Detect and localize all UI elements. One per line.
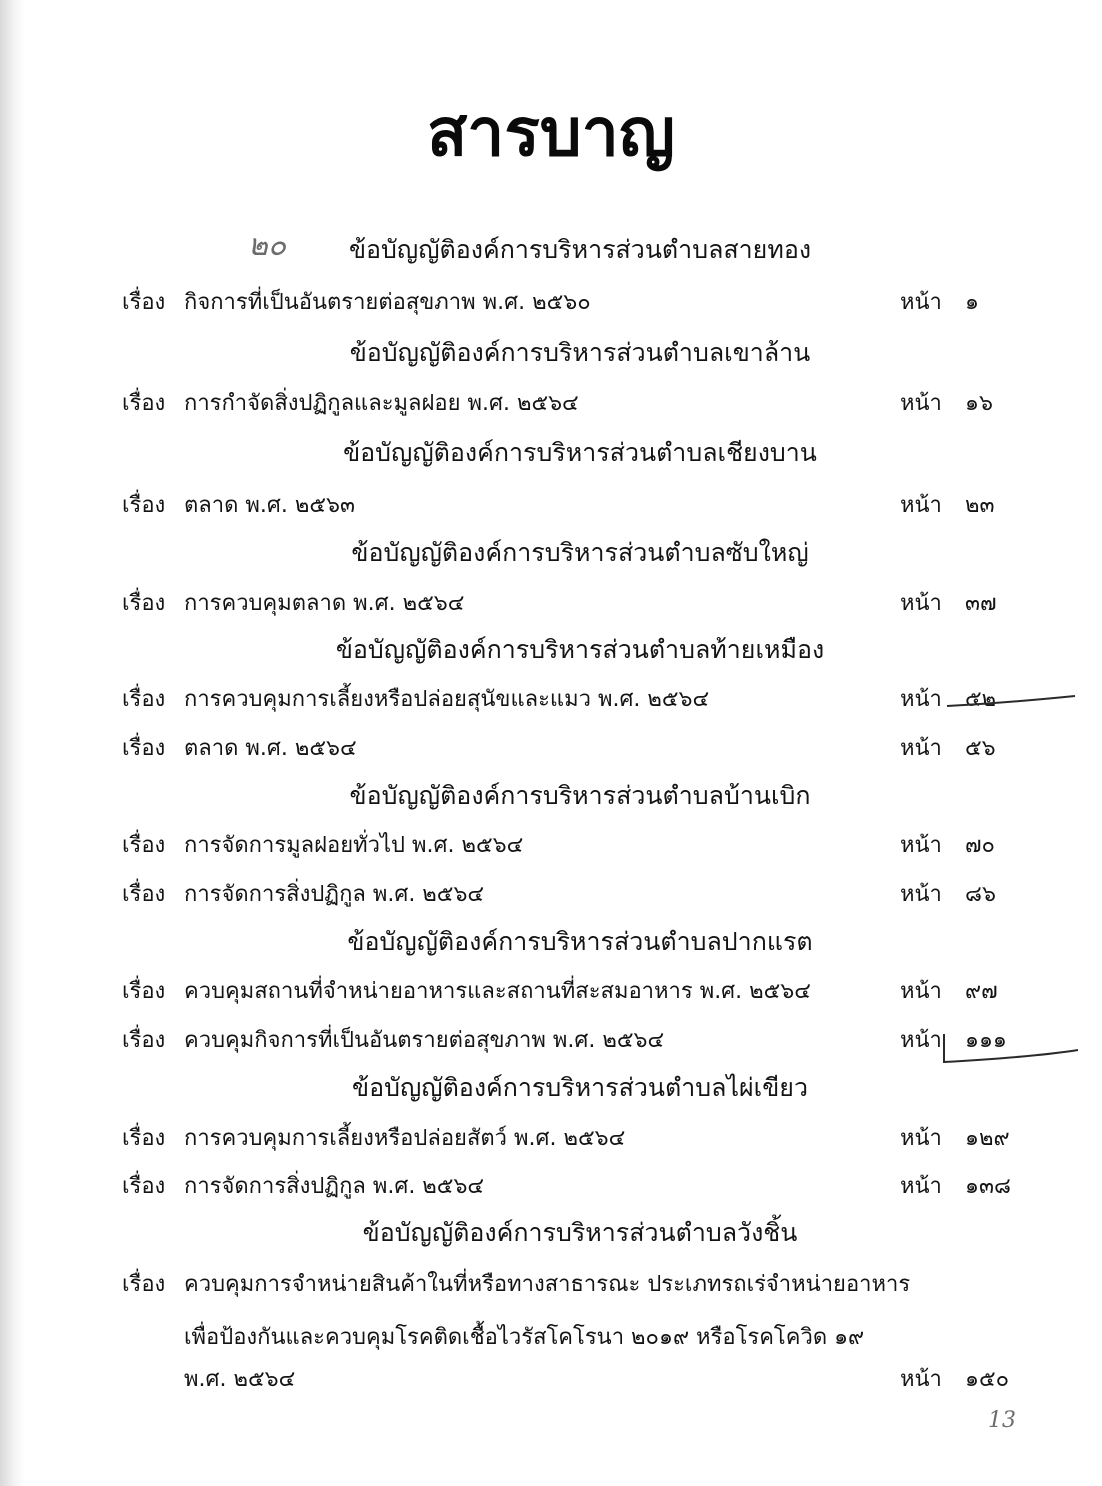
section-heading: ข้อบัญญัติองค์การบริหารส่วนตำบลไผ่เขียว [352,1073,808,1102]
entry-title: การควบคุมตลาด พ.ศ. ๒๕๖๔ [184,591,465,616]
entry-title: การจัดการสิ่งปฏิกูล พ.ศ. ๒๕๖๔ [184,882,485,907]
entry-title: กิจการที่เป็นอันตรายต่อสุขภาพ พ.ศ. ๒๕๖๐ [184,290,591,315]
entry-prefix: เรื่อง [122,591,166,616]
entry-prefix: เรื่อง [122,290,166,315]
page-label: หน้า [900,979,942,1004]
page-number: ๙๗ [965,979,998,1004]
pen-underline-mark [945,690,1085,712]
entry-prefix: เรื่อง [122,833,166,858]
page-number: ๘๖ [965,882,996,907]
page-number: ๓๗ [965,591,997,616]
page-label: หน้า [900,493,942,518]
page-label: หน้า [900,882,942,907]
page-number: ๑๑๑ [965,1028,1007,1053]
entry-title: ควบคุมสถานที่จำหน่ายอาหารและสถานที่สะสมอาหาร พ.ศ. ๒๕๖๔ [184,979,811,1004]
entry-title: ควบคุมกิจการที่เป็นอันตรายต่อสุขภาพ พ.ศ. ๒๕๖๔ [184,1028,665,1053]
page-label: หน้า [900,1028,942,1053]
toc-entry [0,973,1102,1013]
page-number: ๑๕๐ [965,1367,1010,1392]
toc-entry [0,1266,1102,1306]
page-number: ๑๖ [965,391,993,416]
page-label: หน้า [900,736,942,761]
entry-title: ตลาด พ.ศ. ๒๕๖๔ [184,736,357,761]
page-number: ๕๒ [965,687,997,712]
section-heading: ข้อบัญญัติองค์การบริหารส่วนตำบลเขาล้าน [349,338,811,367]
section-heading: ข้อบัญญัติองค์การบริหารส่วนตำบลสายทอง [348,235,812,264]
toc-entry [0,284,1102,324]
entry-title: การจัดการสิ่งปฏิกูล พ.ศ. ๒๕๖๔ [184,1174,485,1199]
handwritten-note: ๒๐ [248,228,287,263]
toc-entry [0,585,1102,625]
entry-title: ควบคุมการจำหน่ายสินค้าในที่หรือทางสาธารณะ ประเภทรถเร่จำหน่ายอาหาร [184,1272,911,1297]
entry-title: การจัดการมูลฝอยทั่วไป พ.ศ. ๒๕๖๔ [184,833,524,858]
page-label: หน้า [900,1126,942,1151]
entry-prefix: เรื่อง [122,1126,166,1151]
toc-entry [0,730,1102,770]
section-heading: ข้อบัญญัติองค์การบริหารส่วนตำบลบ้านเบิก [349,781,811,810]
section-heading: ข้อบัญญัติองค์การบริหารส่วนตำบลท้ายเหมือง [335,635,825,664]
page-label: หน้า [900,833,942,858]
page-number: ๑๓๘ [965,1174,1011,1199]
toc-entry [0,827,1102,867]
page-label: หน้า [900,391,942,416]
toc-entry [0,1168,1102,1208]
entry-title: การกำจัดสิ่งปฏิกูลและมูลฝอย พ.ศ. ๒๕๖๔ [184,391,579,416]
entry-title: การควบคุมการเลี้ยงหรือปล่อยสุนัขและแมว พ.ศ. ๒๕๖๔ [184,687,710,712]
entry-prefix: เรื่อง [122,493,166,518]
pen-underline-mark [940,1032,1085,1072]
page-label: หน้า [900,1174,942,1199]
entry-prefix: เรื่อง [122,882,166,907]
section-heading: ข้อบัญญัติองค์การบริหารส่วนตำบลซับใหญ่ [351,538,809,567]
entry-prefix: เรื่อง [122,687,166,712]
page-number: ๗๐ [965,833,995,858]
entry-prefix: เรื่อง [122,1174,166,1199]
entry-title-continuation: พ.ศ. ๒๕๖๔ [184,1367,296,1392]
page-number: ๑ [965,290,979,315]
page-number: ๕๖ [965,736,996,761]
handwritten-corner-mark: 13 [988,1408,1016,1433]
page-label: หน้า [900,1367,942,1392]
toc-entry [0,876,1102,916]
section-heading: ข้อบัญญัติองค์การบริหารส่วนตำบลเชียงบาน [343,438,817,467]
entry-prefix: เรื่อง [122,391,166,416]
page-number: ๒๓ [965,493,995,518]
page-number: ๑๒๙ [965,1126,1010,1151]
page-label: หน้า [900,591,942,616]
section-heading: ข้อบัญญัติองค์การบริหารส่วนตำบลปากแรต [347,927,813,956]
entry-title: ตลาด พ.ศ. ๒๕๖๓ [184,493,356,518]
page-label: หน้า [900,290,942,315]
toc-entry [0,487,1102,527]
toc-entry-last-line [0,1361,1102,1401]
toc-entry [0,1120,1102,1160]
entry-prefix: เรื่อง [122,979,166,1004]
entry-title: การควบคุมการเลี้ยงหรือปล่อยสัตว์ พ.ศ. ๒๕๖๔ [184,1126,626,1151]
entry-prefix: เรื่อง [122,1272,166,1297]
toc-entry [0,1022,1102,1062]
page-label: หน้า [900,687,942,712]
page-title: สารบาญ [427,94,675,171]
toc-entry [0,681,1102,721]
toc-entry [0,385,1102,425]
entry-prefix: เรื่อง [122,736,166,761]
entry-title-continuation: เพื่อป้องกันและควบคุมโรคติดเชื้อไวรัสโคโรนา ๒๐๑๙ หรือโรคโควิด ๑๙ [184,1325,865,1350]
entry-prefix: เรื่อง [122,1028,166,1053]
section-heading: ข้อบัญญัติองค์การบริหารส่วนตำบลวังชิ้น [362,1218,798,1247]
